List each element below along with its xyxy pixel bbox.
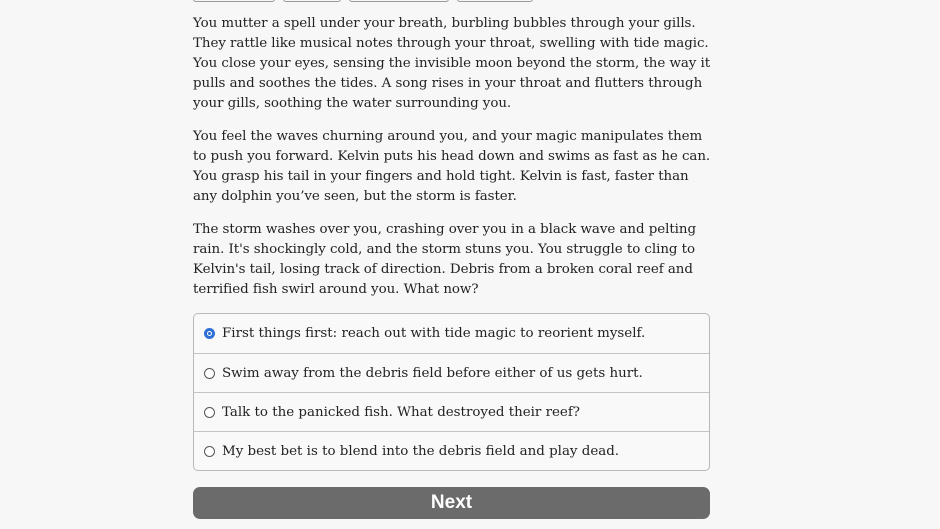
top-menu-button-4[interactable] — [457, 0, 533, 2]
radio-button[interactable] — [204, 407, 215, 418]
next-button[interactable]: Next — [193, 487, 710, 519]
top-menu-button-2[interactable] — [283, 0, 341, 2]
choice-option-2[interactable] — [194, 353, 709, 392]
choice-option-3[interactable] — [194, 392, 709, 431]
choice-list — [193, 313, 710, 471]
top-menu-button-3[interactable] — [349, 0, 449, 2]
story-text — [193, 14, 713, 313]
radio-button[interactable] — [204, 446, 215, 457]
story-paragraph: You feel the waves churning around you, and your magic manipulates them to push you forward. Kelvin puts his head down and swims as fast as he can. You grasp his tail in your fingers and hold tight. Kelvin is fast, faster than any dolphin you’ve seen, but the storm is faster. — [193, 129, 711, 204]
choice-label: First things first: reach out with tide magic to reorient myself. — [222, 326, 646, 341]
radio-button-selected[interactable] — [204, 328, 215, 339]
choice-option-1[interactable] — [194, 314, 709, 353]
story-paragraph: The storm washes over you, crashing over you in a black wave and pelting rain. It's shockingly cold, and the storm stuns you. You struggle to cling to Kelvin's tail, losing track of direction. Debris from a broken coral reef and terrified fish swirl around you. What now? — [193, 222, 696, 297]
choice-label: Talk to the panicked fish. What destroyed their reef? — [222, 404, 580, 420]
choice-option-4[interactable] — [194, 431, 709, 470]
choice-label: My best bet is to blend into the debris field and play dead. — [222, 443, 620, 459]
choice-label: Swim away from the debris field before either of us gets hurt. — [222, 365, 643, 381]
top-menu-button-1[interactable] — [193, 0, 275, 2]
story-paragraph: You mutter a spell under your breath, burbling bubbles through your gills. They rattle like musical notes through your throat, swelling with tide magic. You close your eyes, sensing the invisible moon beyond the storm, the way it pulls and soothes the tides. A song rises in your throat and flutters through your gills, soothing the water surrounding you. — [193, 16, 711, 111]
radio-button[interactable] — [204, 368, 215, 379]
